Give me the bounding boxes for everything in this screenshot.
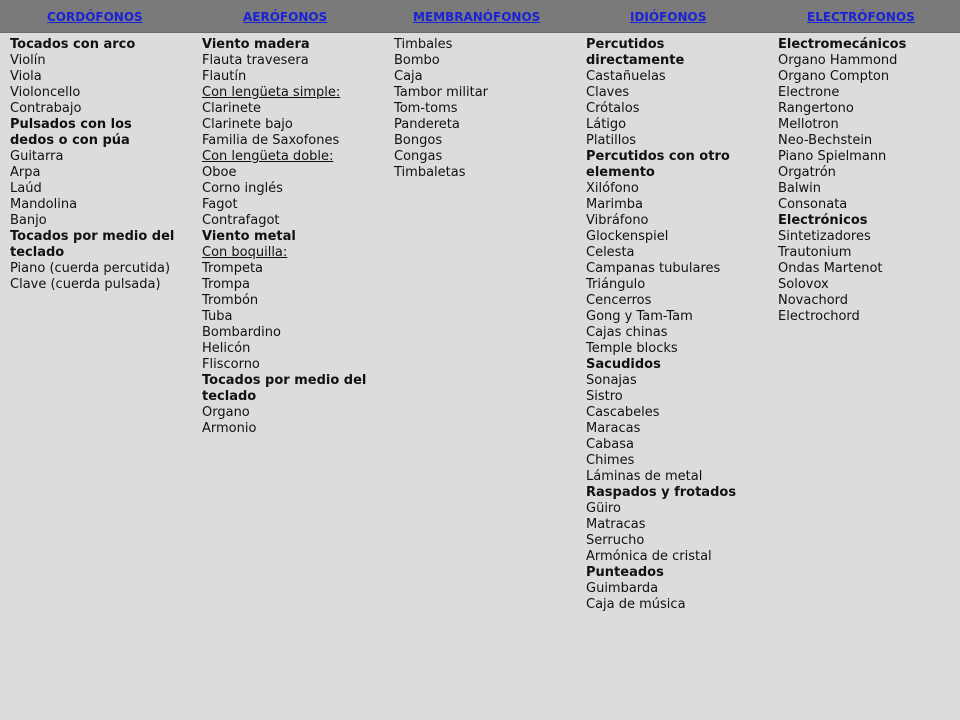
instrument-item: Temple blocks bbox=[586, 341, 678, 356]
instrument-item: Tom-toms bbox=[394, 101, 458, 116]
instrument-item: Armónica de cristal bbox=[586, 549, 712, 564]
instrument-item: Electrochord bbox=[778, 309, 860, 324]
instrument-item: Piano Spielmann bbox=[778, 149, 887, 164]
instrument-item: Guimbarda bbox=[586, 581, 659, 596]
instrument-item: Gong y Tam-Tam bbox=[586, 309, 693, 324]
instrument-item: Fagot bbox=[202, 197, 238, 212]
instrument-item: Sonajas bbox=[586, 373, 637, 388]
instrument-item: Bongos bbox=[394, 133, 443, 148]
instrument-item: Neo-Bechstein bbox=[778, 133, 873, 148]
instrument-item: Solovox bbox=[778, 277, 829, 292]
category-heading: Electromecánicos bbox=[778, 37, 907, 52]
category-heading: Tocados con arco bbox=[10, 37, 136, 52]
instrument-item: Trompa bbox=[202, 277, 250, 292]
category-heading: Tocados por medio del bbox=[10, 229, 175, 244]
column-aerofonos bbox=[202, 37, 380, 437]
nav-link-membranofonos[interactable]: MEMBRANÓFONOS bbox=[413, 10, 541, 24]
instrument-item: Güiro bbox=[586, 501, 621, 516]
instrument-item: Helicón bbox=[202, 341, 251, 356]
instrument-item: Arpa bbox=[10, 165, 41, 180]
instrument-item: Trombón bbox=[202, 293, 259, 308]
instrument-item: Armonio bbox=[202, 421, 257, 436]
instrument-item: Campanas tubulares bbox=[586, 261, 721, 276]
category-heading: Tocados por medio del bbox=[202, 373, 367, 388]
instrument-item: Balwin bbox=[778, 181, 821, 196]
instrument-item: Clarinete bbox=[202, 101, 261, 116]
category-heading: Pulsados con los bbox=[10, 117, 132, 132]
category-heading: teclado bbox=[10, 245, 65, 260]
instrument-item: Crótalos bbox=[586, 101, 640, 116]
category-heading: elemento bbox=[586, 165, 655, 180]
instrument-item: Violín bbox=[10, 53, 46, 68]
nav-link-aerofonos[interactable]: AERÓFONOS bbox=[243, 10, 328, 24]
instrument-item: Cabasa bbox=[586, 437, 635, 452]
category-heading: Viento metal bbox=[202, 229, 296, 244]
instrument-item: Mandolina bbox=[10, 197, 78, 212]
instrument-item: Contrafagot bbox=[202, 213, 280, 228]
instrument-item: Chimes bbox=[586, 453, 635, 468]
category-heading: Electrónicos bbox=[778, 213, 868, 228]
instrument-item: Bombo bbox=[394, 53, 440, 68]
column-idiofonos bbox=[586, 37, 764, 613]
instrument-item: Marimba bbox=[586, 197, 644, 212]
instrument-item: Oboe bbox=[202, 165, 237, 180]
instrument-item: Organo bbox=[202, 405, 250, 420]
instrument-item: Láminas de metal bbox=[586, 469, 703, 484]
instrument-item: Sistro bbox=[586, 389, 623, 404]
instrument-item: Cencerros bbox=[586, 293, 652, 308]
instrument-item: Clave (cuerda pulsada) bbox=[10, 277, 161, 292]
instrument-item: Congas bbox=[394, 149, 443, 164]
instrument-item: Vibráfono bbox=[586, 213, 649, 228]
instrument-item: Serrucho bbox=[586, 533, 645, 548]
instrument-item: Flauta travesera bbox=[202, 53, 309, 68]
instrument-item: Caja de música bbox=[586, 597, 686, 612]
instrument-item: Contrabajo bbox=[10, 101, 82, 116]
instrument-item: Flautín bbox=[202, 69, 247, 84]
instrument-item: Fliscorno bbox=[202, 357, 260, 372]
instrument-item: Trautonium bbox=[778, 245, 852, 260]
category-heading: Percutidos con otro bbox=[586, 149, 730, 164]
column-membranofonos bbox=[394, 37, 572, 181]
nav-link-idiofonos[interactable]: IDIÓFONOS bbox=[630, 10, 707, 24]
instrument-item: Violoncello bbox=[10, 85, 81, 100]
instrument-item: Maracas bbox=[586, 421, 641, 436]
column-electrofonos bbox=[778, 37, 956, 325]
instrument-item: Tuba bbox=[202, 309, 233, 324]
instrument-item: Látigo bbox=[586, 117, 627, 132]
instrument-item: Organo Compton bbox=[778, 69, 890, 84]
instrument-item: Novachord bbox=[778, 293, 849, 308]
instrument-item: Organo Hammond bbox=[778, 53, 898, 68]
instrument-item: Castañuelas bbox=[586, 69, 666, 84]
instrument-item: Claves bbox=[586, 85, 630, 100]
category-heading: Sacudidos bbox=[586, 357, 661, 372]
category-heading: directamente bbox=[586, 53, 685, 68]
instrument-item: Triángulo bbox=[586, 277, 646, 292]
instrument-item: Celesta bbox=[586, 245, 635, 260]
instrument-item: Rangertono bbox=[778, 101, 854, 116]
category-heading: dedos o con púa bbox=[10, 133, 130, 148]
instrument-item: Timbaletas bbox=[394, 165, 466, 180]
category-heading: Viento madera bbox=[202, 37, 310, 52]
instrument-item: Trompeta bbox=[202, 261, 264, 276]
instrument-item: Matracas bbox=[586, 517, 646, 532]
nav-link-cordofonos[interactable]: CORDÓFONOS bbox=[47, 10, 143, 24]
instrument-item: Laúd bbox=[10, 181, 42, 196]
instrument-item: Sintetizadores bbox=[778, 229, 871, 244]
instrument-item: Banjo bbox=[10, 213, 47, 228]
nav-link-electrofonos[interactable]: ELECTRÓFONOS bbox=[807, 10, 915, 24]
instrument-item: Orgatrón bbox=[778, 165, 836, 180]
instrument-item: Glockenspiel bbox=[586, 229, 669, 244]
subcategory-label: Con lengüeta simple: bbox=[202, 85, 341, 100]
column-cordofonos bbox=[10, 37, 188, 293]
instrument-item: Caja bbox=[394, 69, 423, 84]
instrument-item: Cascabeles bbox=[586, 405, 660, 420]
category-heading: Raspados y frotados bbox=[586, 485, 737, 500]
instrument-item: Viola bbox=[10, 69, 42, 84]
instrument-item: Familia de Saxofones bbox=[202, 133, 340, 148]
subcategory-label: Con boquilla: bbox=[202, 245, 288, 260]
instrument-item: Ondas Martenot bbox=[778, 261, 883, 276]
instrument-item: Xilófono bbox=[586, 181, 639, 196]
instrument-item: Bombardino bbox=[202, 325, 281, 340]
subcategory-label: Con lengüeta doble: bbox=[202, 149, 334, 164]
instrument-item: Consonata bbox=[778, 197, 848, 212]
category-heading: Percutidos bbox=[586, 37, 665, 52]
category-nav-bar bbox=[0, 0, 960, 33]
instrument-item: Tambor militar bbox=[394, 85, 489, 100]
instrument-item: Timbales bbox=[394, 37, 453, 52]
instrument-item: Platillos bbox=[586, 133, 637, 148]
category-heading: teclado bbox=[202, 389, 257, 404]
instrument-item: Pandereta bbox=[394, 117, 460, 132]
instrument-item: Electrone bbox=[778, 85, 840, 100]
instrument-item: Corno inglés bbox=[202, 181, 283, 196]
instrument-item: Piano (cuerda percutida) bbox=[10, 261, 171, 276]
instrument-item: Mellotron bbox=[778, 117, 839, 132]
instrument-item: Cajas chinas bbox=[586, 325, 668, 340]
instrument-item: Clarinete bajo bbox=[202, 117, 293, 132]
instrument-item: Guitarra bbox=[10, 149, 64, 164]
category-heading: Punteados bbox=[586, 565, 664, 580]
